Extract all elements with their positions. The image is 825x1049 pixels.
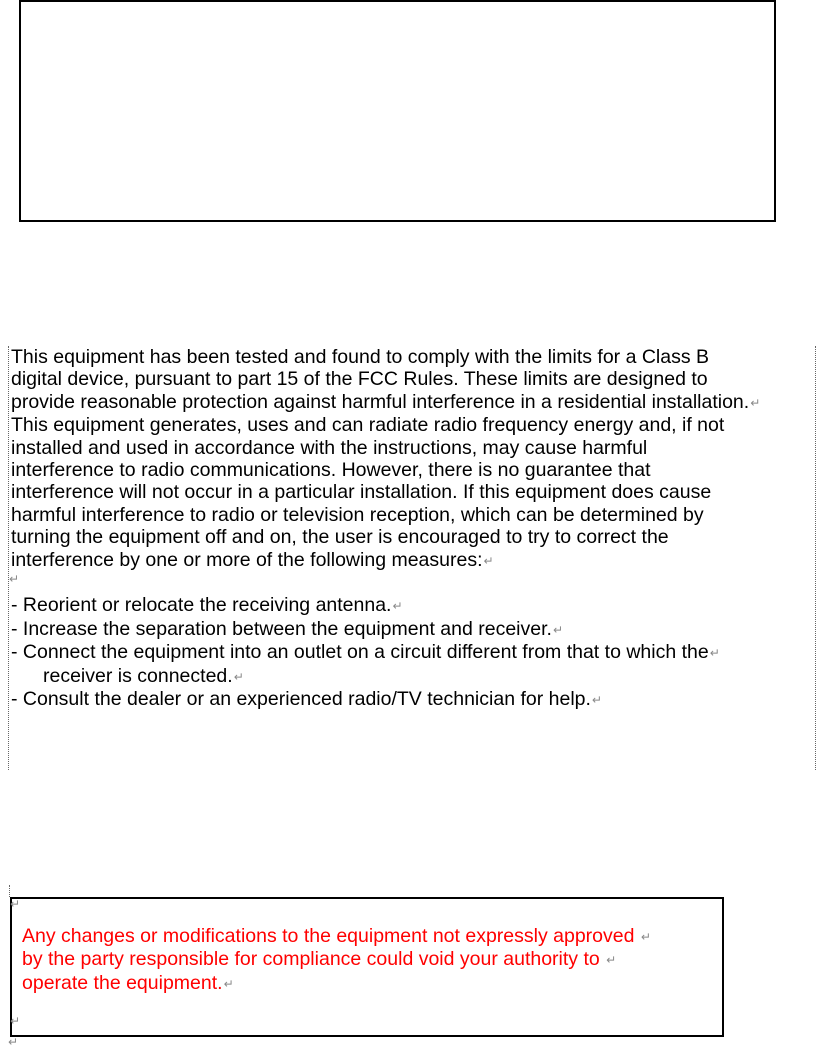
list-item: - Reorient or relocate the receiving antenna.↵: [11, 594, 403, 617]
paragraph-mark-icon: ↵: [10, 897, 21, 911]
fcc-paragraph: [9, 346, 815, 572]
warning-line-1: Any changes or modifications to the equipment not expressly approved ↵: [22, 925, 651, 947]
list-item: - Connect the equipment into an outlet on a circuit different from that to which the↵: [11, 641, 720, 664]
paragraph-mark-icon: ↵: [552, 622, 563, 637]
paragraph-mark-icon: ↵: [750, 395, 761, 410]
fcc-statement-section: [8, 346, 816, 770]
warning-line-2: by the party responsible for compliance could void your authority to ↵: [22, 948, 617, 971]
paragraph-mark-icon: ↵: [709, 646, 720, 661]
fcc-line-10: interference by one or more of the following measures:↵: [11, 548, 494, 571]
paragraph-mark-icon: ↵: [640, 930, 651, 944]
fcc-line-9: turning the equipment off and on, the user is encouraged to try to correct the: [11, 526, 669, 549]
modification-warning-box: [10, 897, 724, 1037]
paragraph-mark-icon: ↵: [8, 1035, 19, 1049]
fcc-line-2: digital device, pursuant to part 15 of the FCC Rules. These limits are designed to: [11, 368, 708, 391]
list-item-continuation: receiver is connected.↵: [43, 664, 244, 687]
paragraph-mark-icon: ↵: [9, 572, 20, 587]
fcc-line-3: provide reasonable protection against harmful interference in a residential installation.↵: [11, 390, 761, 413]
paragraph-mark-icon: ↵: [223, 976, 234, 991]
list-item: - Consult the dealer or an experienced radio/TV technician for help.↵: [11, 688, 602, 711]
paragraph-mark-icon: ↵: [233, 669, 244, 684]
fcc-line-1: This equipment has been tested and found to comply with the limits for a Class B: [11, 346, 710, 368]
measures-list: [9, 594, 815, 711]
paragraph-mark-icon: ↵: [591, 693, 602, 708]
fcc-line-8: harmful interference to radio or television reception, which can be determined by: [11, 503, 704, 526]
paragraph-mark-icon: ↵: [10, 1014, 21, 1028]
paragraph-mark-icon: ↵: [483, 553, 494, 568]
warning-line-3: operate the equipment.↵: [22, 971, 234, 994]
fcc-line-4: This equipment generates, uses and can radiate radio frequency energy and, if not: [11, 414, 725, 437]
warning-text: [22, 925, 651, 995]
empty-bordered-box: [19, 0, 776, 222]
fcc-line-7: interference will not occur in a particular installation. If this equipment does cause: [11, 481, 712, 504]
paragraph-mark-icon: ↵: [606, 953, 617, 968]
list-item: - Increase the separation between the equipment and receiver.↵: [11, 617, 563, 640]
paragraph-mark-icon: ↵: [392, 599, 403, 614]
blank-paragraph: [9, 572, 815, 594]
fcc-line-6: interference to radio communications. However, there is no guarantee that: [11, 459, 651, 482]
fcc-line-5: installed and used in accordance with the instructions, may cause harmful: [11, 436, 648, 459]
